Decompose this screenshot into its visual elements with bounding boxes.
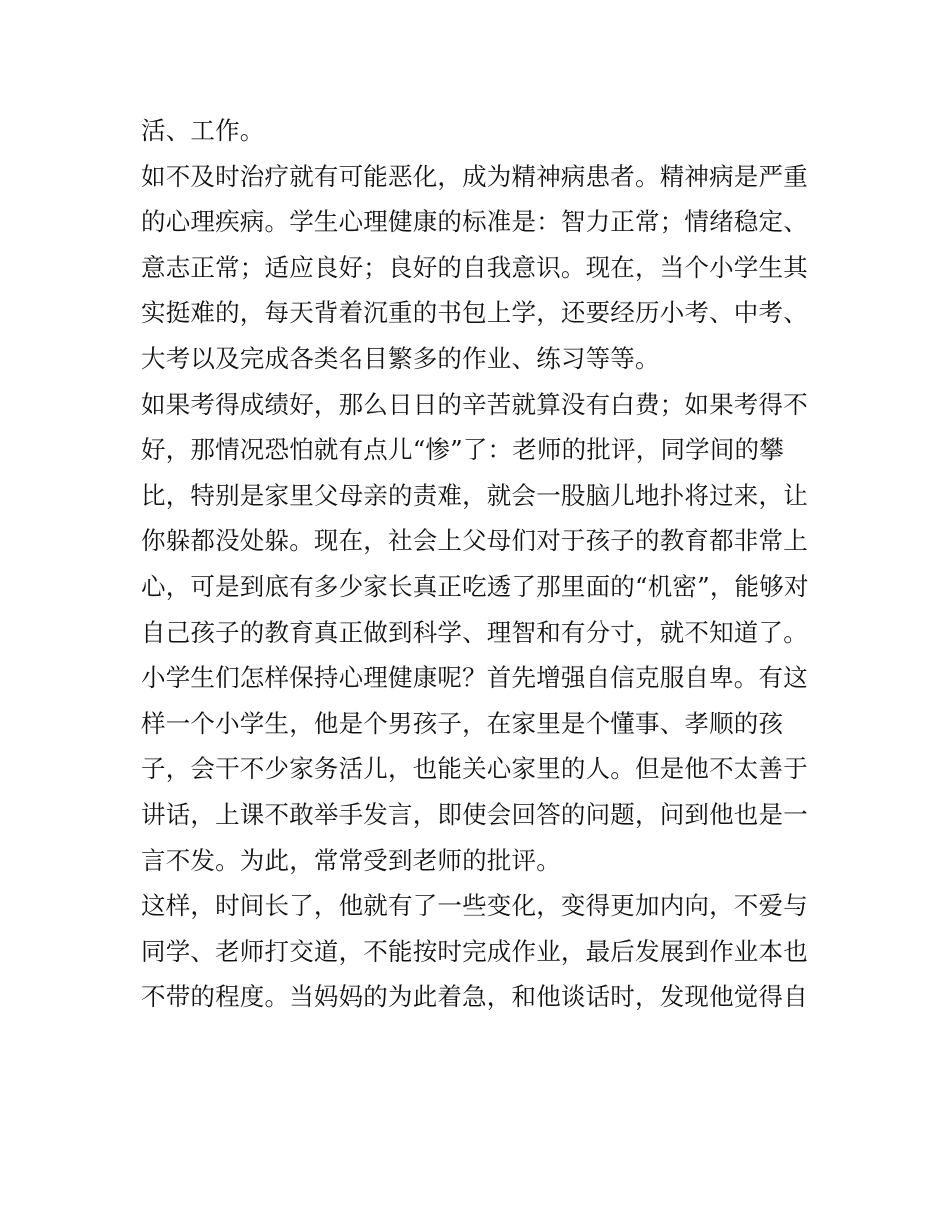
text-line: 言不发。为此，常常受到老师的批评。 — [141, 845, 561, 875]
text-line: 好，那情况恐怕就有点儿“惨”了：老师的批评，同学间的攀 — [141, 435, 784, 465]
text-line: 样一个小学生，他是个男孩子，在家里是个懂事、孝顺的孩 — [141, 708, 784, 738]
text-line: 自己孩子的教育真正做到科学、理智和有分寸，就不知道了。 — [141, 617, 808, 647]
text-line: 大考以及完成各类名目繁多的作业、练习等等。 — [141, 343, 660, 373]
text-line: 子，会干不少家务活儿，也能关心家里的人。但是他不太善于 — [141, 754, 808, 784]
text-line: 同学、老师打交道，不能按时完成作业，最后发展到作业本也 — [141, 936, 808, 966]
text-line: 心，可是到底有多少家长真正吃透了那里面的“机密”，能够对 — [141, 571, 809, 601]
text-line: 比，特别是家里父母亲的责难，就会一股脑儿地扑将过来，让 — [141, 480, 808, 510]
text-line: 活、工作。 — [141, 116, 265, 145]
text-line: 小学生们怎样保持心理健康呢？首先增强自信克服自卑。有这 — [141, 663, 808, 693]
text-line: 如果考得成绩好，那么日日的辛苦就算没有白费；如果考得不 — [141, 389, 808, 419]
text-line: 这样，时间长了，他就有了一些变化，变得更加内向，不爱与 — [141, 891, 808, 921]
text-line: 的心理疾病。学生心理健康的标准是：智力正常；情绪稳定、 — [141, 207, 808, 237]
text-line: 实挺难的，每天背着沉重的书包上学，还要经历小考、中考、 — [141, 298, 808, 328]
text-line: 如不及时治疗就有可能恶化，成为精神病患者。精神病是严重 — [141, 161, 808, 191]
text-line: 意志正常；适应良好；良好的自我意识。现在，当个小学生其 — [141, 252, 808, 282]
text-line: 你躲都没处躲。现在，社会上父母们对于孩子的教育都非常上 — [141, 526, 808, 556]
body-text — [141, 108, 821, 1020]
text-line: 不带的程度。当妈妈的为此着急，和他谈话时，发现他觉得自 — [141, 982, 808, 1012]
text-line: 讲话，上课不敢举手发言，即使会回答的问题，问到他也是一 — [141, 799, 808, 829]
